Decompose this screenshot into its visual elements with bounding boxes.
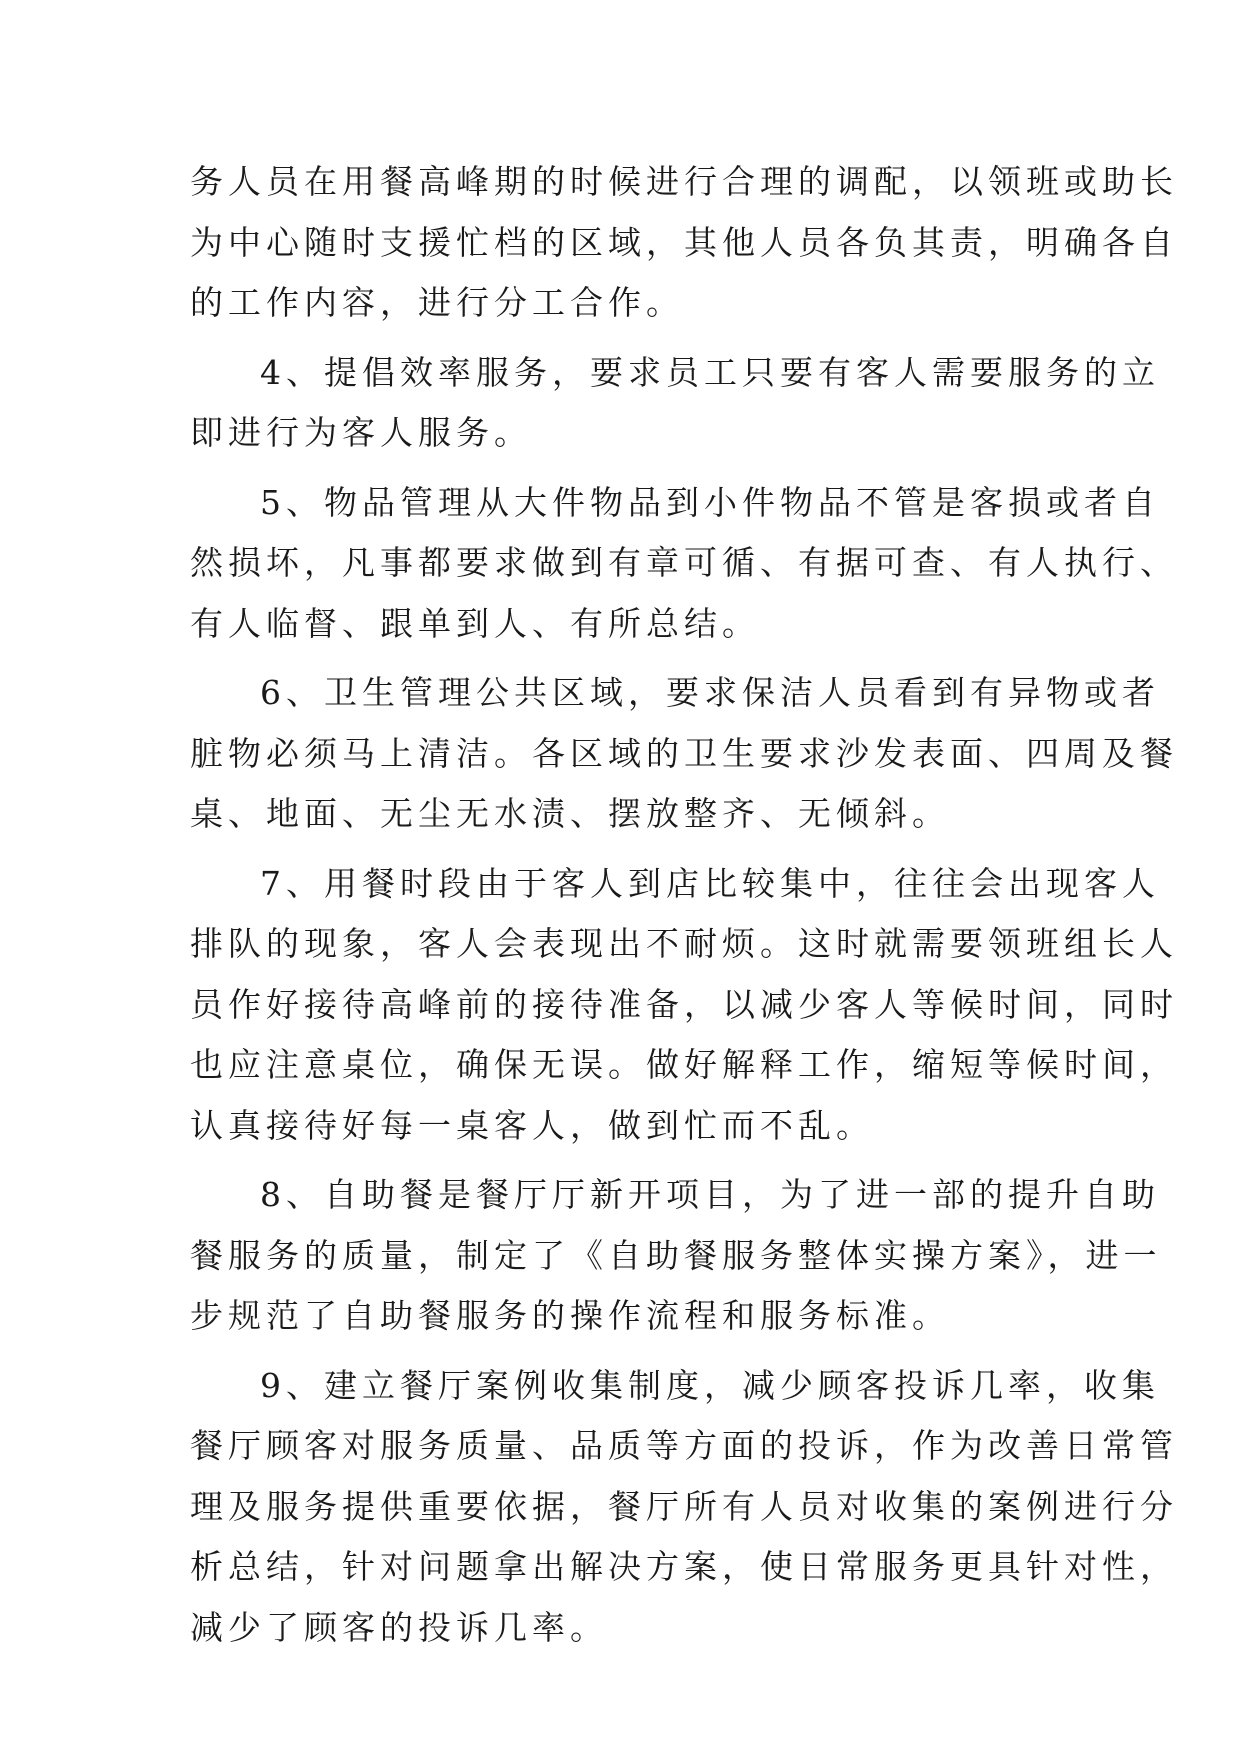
text-line: 5、物品管理从大件物品到小件物品不管是客损或者自 [260, 482, 1160, 522]
paragraph-item-7 [190, 854, 1178, 1157]
text-line: 7、用餐时段由于客人到店比较集中，往往会出现客人 [260, 863, 1160, 903]
text-line: 认真接待好每一桌客人，做到忙而不乱。 [190, 1105, 874, 1145]
text-line: 排队的现象，客人会表现出不耐烦。这时就需要领班组长人 [190, 924, 1178, 963]
text-line: 8、自助餐是餐厅厅新开项目，为了进一部的提升自助 [260, 1175, 1160, 1214]
paragraph-item-9 [190, 1356, 1178, 1659]
text-line: 9、建立餐厅案例收集制度，减少顾客投诉几率，收集 [260, 1365, 1160, 1405]
paragraph-item-6 [190, 663, 1178, 845]
text-line: 减少了顾客的投诉几率。 [190, 1607, 608, 1647]
text-line: 也应注意桌位，确保无误。做好解释工作，缩短等候时间， [190, 1045, 1178, 1084]
text-line: 步规范了自助餐服务的操作流程和服务标准。 [190, 1296, 950, 1335]
text-line: 6、卫生管理公共区域，要求保洁人员看到有异物或者 [260, 673, 1160, 712]
paragraph-continuation [190, 152, 1178, 334]
text-line: 脏物必须马上清洁。各区域的卫生要求沙发表面、四周及餐 [190, 733, 1178, 773]
text-line: 的工作内容，进行分工合作。 [190, 283, 684, 322]
text-line: 员作好接待高峰前的接待准备，以减少客人等候时间，同时 [190, 984, 1178, 1024]
text-line: 桌、地面、无尘无水渍、摆放整齐、无倾斜。 [190, 794, 950, 833]
text-line: 餐厅顾客对服务质量、品质等方面的投诉，作为改善日常管 [190, 1426, 1178, 1465]
text-line: 务人员在用餐高峰期的时候进行合理的调配，以领班或助长 [190, 162, 1178, 201]
text-line: 理及服务提供重要依据，餐厅所有人员对收集的案例进行分 [190, 1486, 1178, 1526]
paragraph-item-4 [190, 343, 1160, 464]
paragraph-item-5 [190, 473, 1178, 655]
text-line: 4、提倡效率服务，要求员工只要有客人需要服务的立 [260, 352, 1160, 392]
document-body [190, 152, 1178, 1658]
text-line: 餐服务的质量，制定了《自助餐服务整体实操方案》，进一 [190, 1235, 1162, 1275]
text-line: 为中心随时支援忙档的区域，其他人员各负其责，明确各自 [190, 222, 1178, 262]
text-line: 然损坏，凡事都要求做到有章可循、有据可查、有人执行、 [190, 543, 1178, 582]
paragraph-item-8 [190, 1165, 1162, 1347]
text-line: 即进行为客人服务。 [190, 413, 532, 452]
text-line: 有人临督、跟单到人、有所总结。 [190, 603, 760, 643]
text-line: 析总结，针对问题拿出解决方案，使日常服务更具针对性， [190, 1547, 1178, 1586]
